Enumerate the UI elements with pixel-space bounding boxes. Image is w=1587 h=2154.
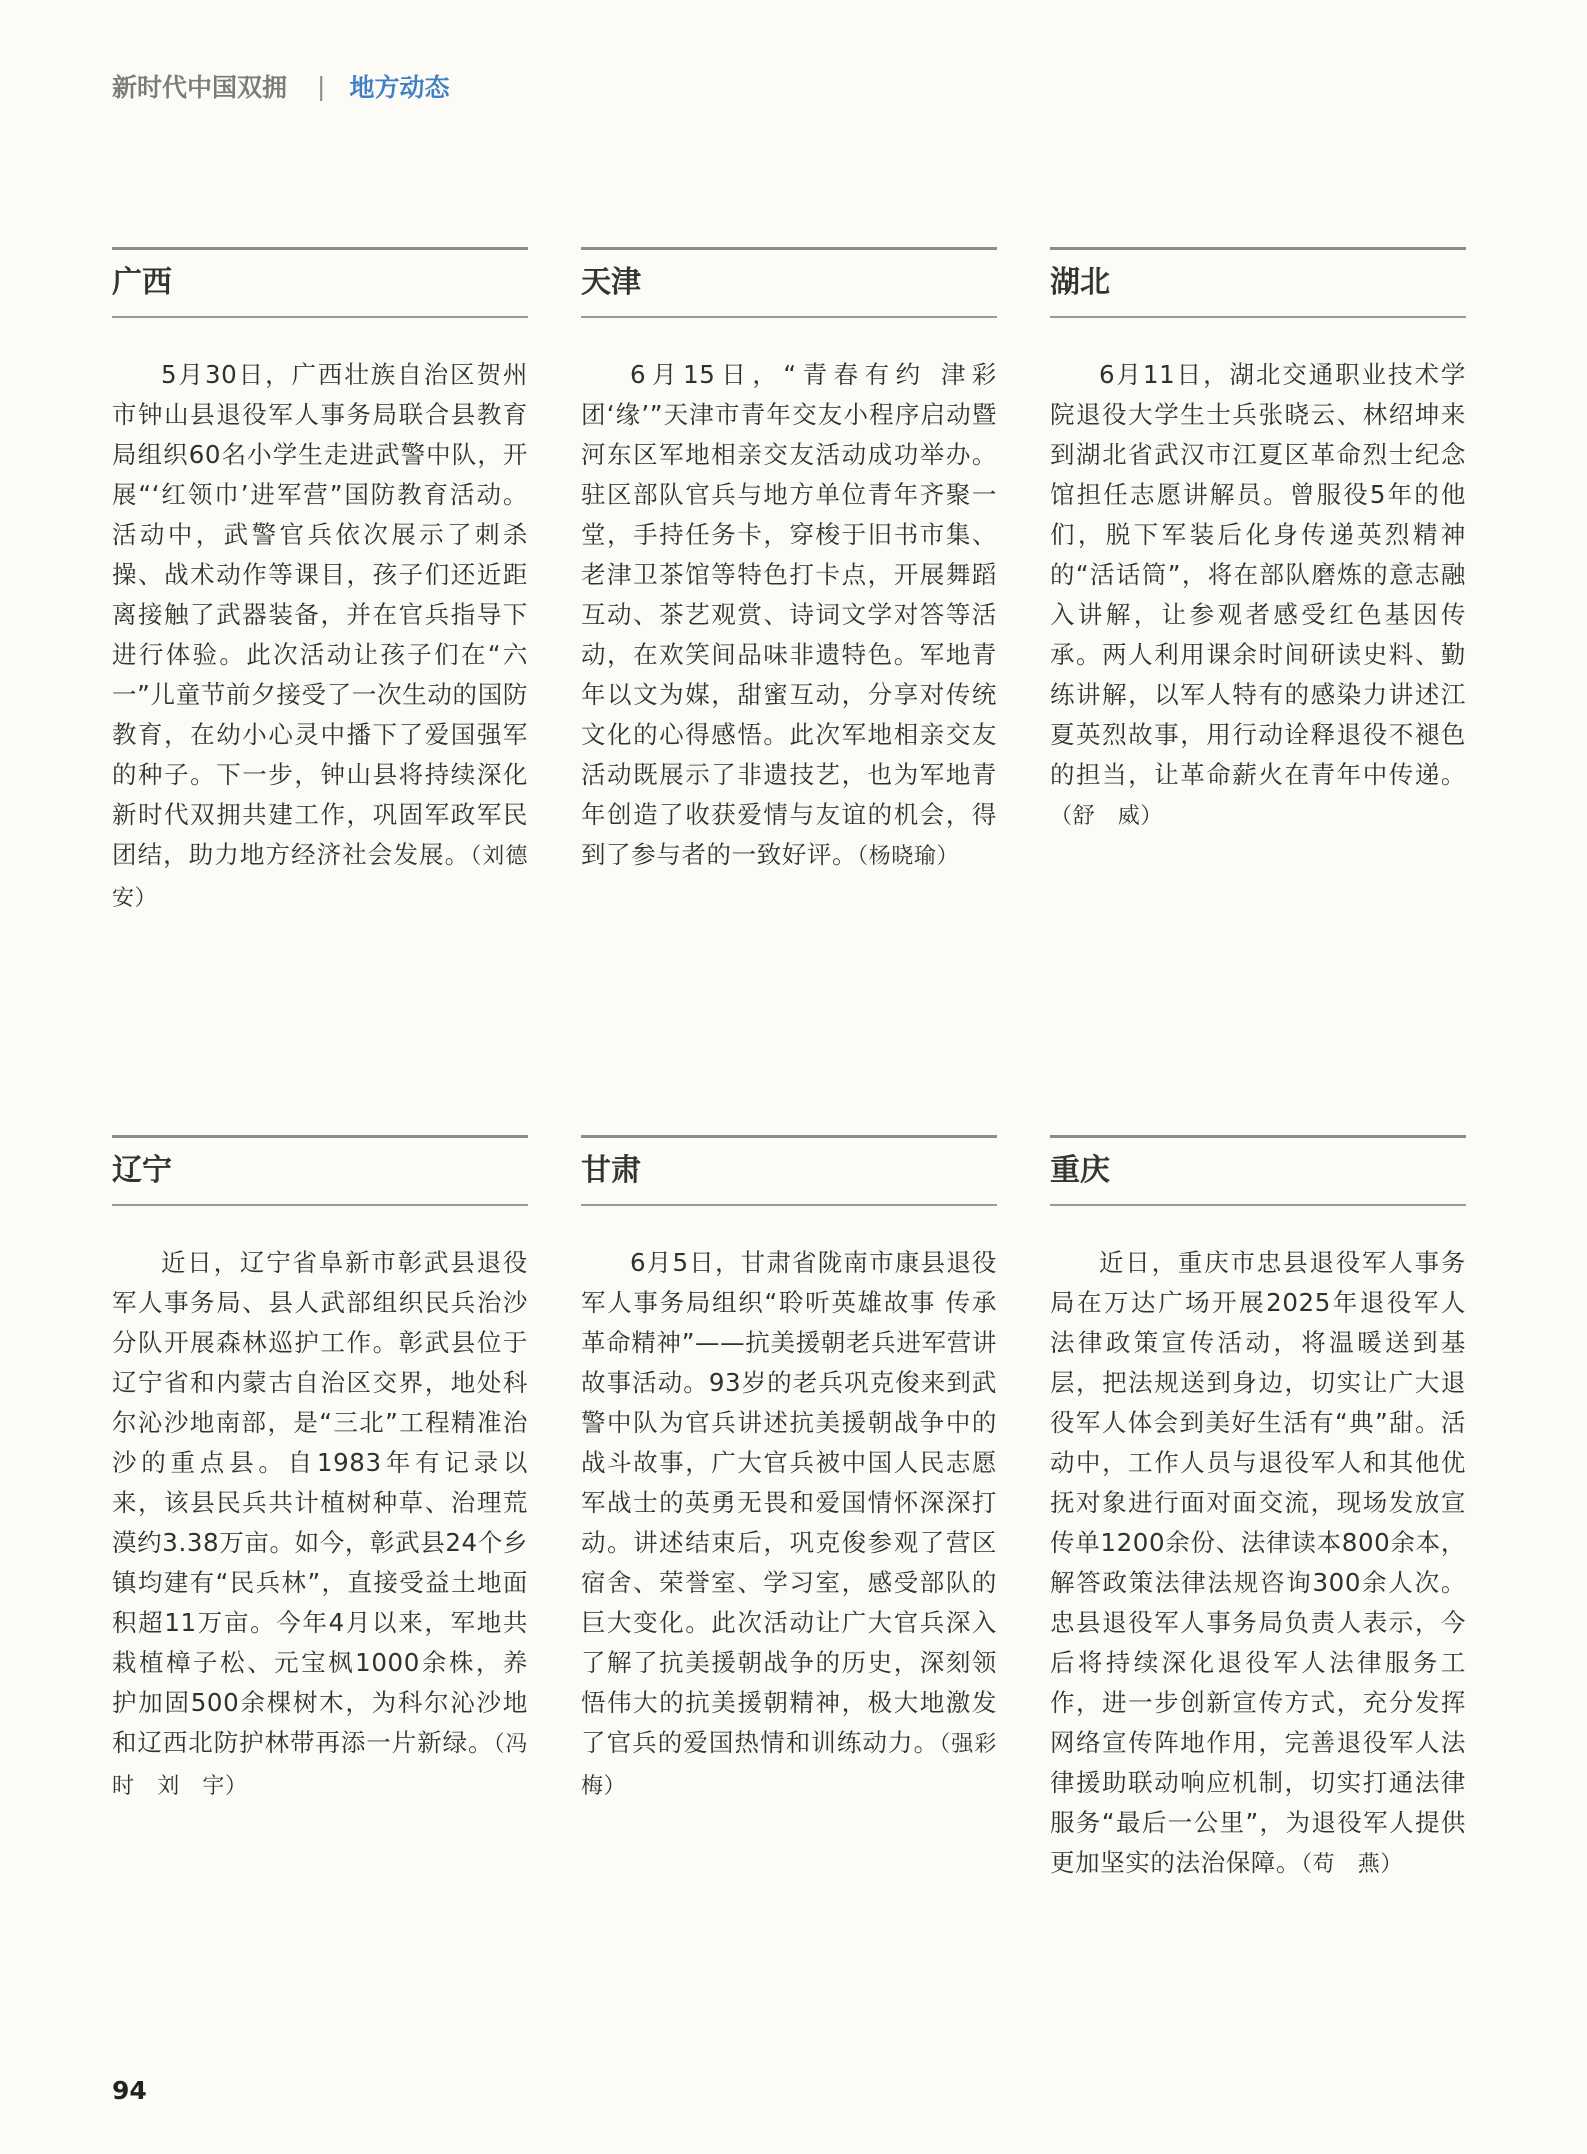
article-text: 6月5日，甘肃省陇南市康县退役军人事务局组织“聆听英雄故事 传承革命精神”——抗美援朝老兵进军营讲故事活动。93岁的老兵巩克俊来到武警中队为官兵讲述抗美援朝战争中的战斗故事，广大官兵被中国人民志愿军战士的英勇无畏和爱国情怀深深打动。讲述结束后，巩克俊参观了营区宿舍、荣誉室、学习室，感受部队的巨大变化。此次活动让广大官兵深入了解了抗美援朝战争的历史，深刻领悟伟大的抗美援朝精神，极大地激发了官兵的爱国热情和训练动力。 bbox=[581, 1248, 997, 1757]
article-author: （舒 威） bbox=[1050, 804, 1164, 829]
article-text: 近日，辽宁省阜新市彰武县退役军人事务局、县人武部组织民兵治沙分队开展森林巡护工作。彰武县位于辽宁省和内蒙古自治区交界，地处科尔沁沙地南部，是“三北”工程精准治沙的重点县。自1983年有记录以来，该县民兵共计植树种草、治理荒漠约3.38万亩。如今，彰武县24个乡镇均建有“民兵林”，直接受益土地面积超11万亩。今年4月以来，军地共栽植樟子松、元宝枫1000余株，养护加固500余棵树木，为科尔沁沙地和辽西北防护林带再添一片新绿。 bbox=[112, 1248, 528, 1757]
article-author: （苟 燕） bbox=[1301, 1852, 1404, 1877]
article-region: 天津 bbox=[581, 265, 641, 300]
article-author: （刘德安） bbox=[112, 844, 528, 911]
section-title: 地方动态 bbox=[349, 73, 450, 102]
article-liaoning bbox=[112, 1135, 551, 1807]
article-region: 重庆 bbox=[1050, 1153, 1110, 1188]
article-author: （杨晓瑜） bbox=[857, 844, 960, 869]
page-number: 94 bbox=[112, 2076, 147, 2105]
article-hubei bbox=[1050, 247, 1466, 837]
article-region: 辽宁 bbox=[112, 1153, 172, 1188]
article-region: 甘肃 bbox=[581, 1153, 641, 1188]
section-rule-bottom bbox=[112, 316, 528, 318]
article-text: 6月11日，湖北交通职业技术学院退役大学生士兵张晓云、林绍坤来到湖北省武汉市江夏区革命烈士纪念馆担任志愿讲解员。曾服役5年的他们，脱下军装后化身传递英烈精神的“活话筒”，将在部队磨炼的意志融入讲解，让参观者感受红色基因传承。两人利用课余时间研读史料、勤练讲解，以军人特有的感染力讲述江夏英烈故事，用行动诠释退役不褪色的担当，让革命薪火在青年中传递。 bbox=[1050, 360, 1466, 789]
article-chongqing bbox=[1050, 1135, 1466, 1885]
article-body bbox=[581, 355, 997, 877]
article-body bbox=[581, 1243, 997, 1807]
article-body bbox=[112, 1243, 551, 1807]
section-rule-bottom bbox=[112, 1204, 528, 1206]
article-body bbox=[1050, 355, 1466, 837]
article-author: （强彩梅） bbox=[581, 1732, 997, 1799]
running-header bbox=[112, 68, 449, 104]
article-guangxi bbox=[112, 247, 528, 919]
article-region: 广西 bbox=[112, 265, 172, 300]
article-text: 5月30日，广西壮族自治区贺州市钟山县退役军人事务局联合县教育局组织60名小学生走进武警中队，开展“‘红领巾’进军营”国防教育活动。活动中，武警官兵依次展示了刺杀操、战术动作等课目，孩子们还近距离接触了武器装备，并在官兵指导下进行体验。此次活动让孩子们在“六一”儿童节前夕接受了一次生动的国防教育，在幼小心灵中播下了爱国强军的种子。下一步，钟山县将持续深化新时代双拥共建工作，巩固军政军民团结，助力地方经济社会发展。 bbox=[112, 360, 528, 869]
section-rule-bottom bbox=[581, 316, 997, 318]
header-separator: | bbox=[317, 71, 326, 101]
article-text: 6月15日，“青春有约 津彩团‘缘’”天津市青年交友小程序启动暨河东区军地相亲交友活动成功举办。驻区部队官兵与地方单位青年齐聚一堂，手持任务卡，穿梭于旧书市集、老津卫茶馆等特色打卡点，开展舞蹈互动、茶艺观赏、诗词文学对答等活动，在欢笑间品味非遗特色。军地青年以文为媒，甜蜜互动，分享对传统文化的心得感悟。此次军地相亲交友活动既展示了非遗技艺，也为军地青年创造了收获爱情与友谊的机会，得到了参与者的一致好评。 bbox=[581, 360, 997, 869]
article-author: （冯 时 刘 宇） bbox=[112, 1732, 551, 1799]
article-body bbox=[1050, 1243, 1466, 1885]
section-rule-bottom bbox=[1050, 1204, 1466, 1206]
magazine-title: 新时代中国双拥 bbox=[112, 73, 288, 102]
article-gansu bbox=[581, 1135, 997, 1807]
section-rule-bottom bbox=[1050, 316, 1466, 318]
section-rule-bottom bbox=[581, 1204, 997, 1206]
article-tianjin bbox=[581, 247, 997, 877]
article-text: 近日，重庆市忠县退役军人事务局在万达广场开展2025年退役军人法律政策宣传活动，将温暖送到基层，把法规送到身边，切实让广大退役军人体会到美好生活有“典”甜。活动中，工作人员与退役军人和其他优抚对象进行面对面交流，现场发放宣传单1200余份、法律读本800余本，解答政策法律法规咨询300余人次。忠县退役军人事务局负责人表示，今后将持续深化退役军人法律服务工作，进一步创新宣传方式，充分发挥网络宣传阵地作用，完善退役军人法律援助联动响应机制，切实打通法律服务“最后一公里”，为退役军人提供更加坚实的法治保障。 bbox=[1050, 1248, 1466, 1877]
article-region: 湖北 bbox=[1050, 265, 1110, 300]
article-body bbox=[112, 355, 528, 919]
